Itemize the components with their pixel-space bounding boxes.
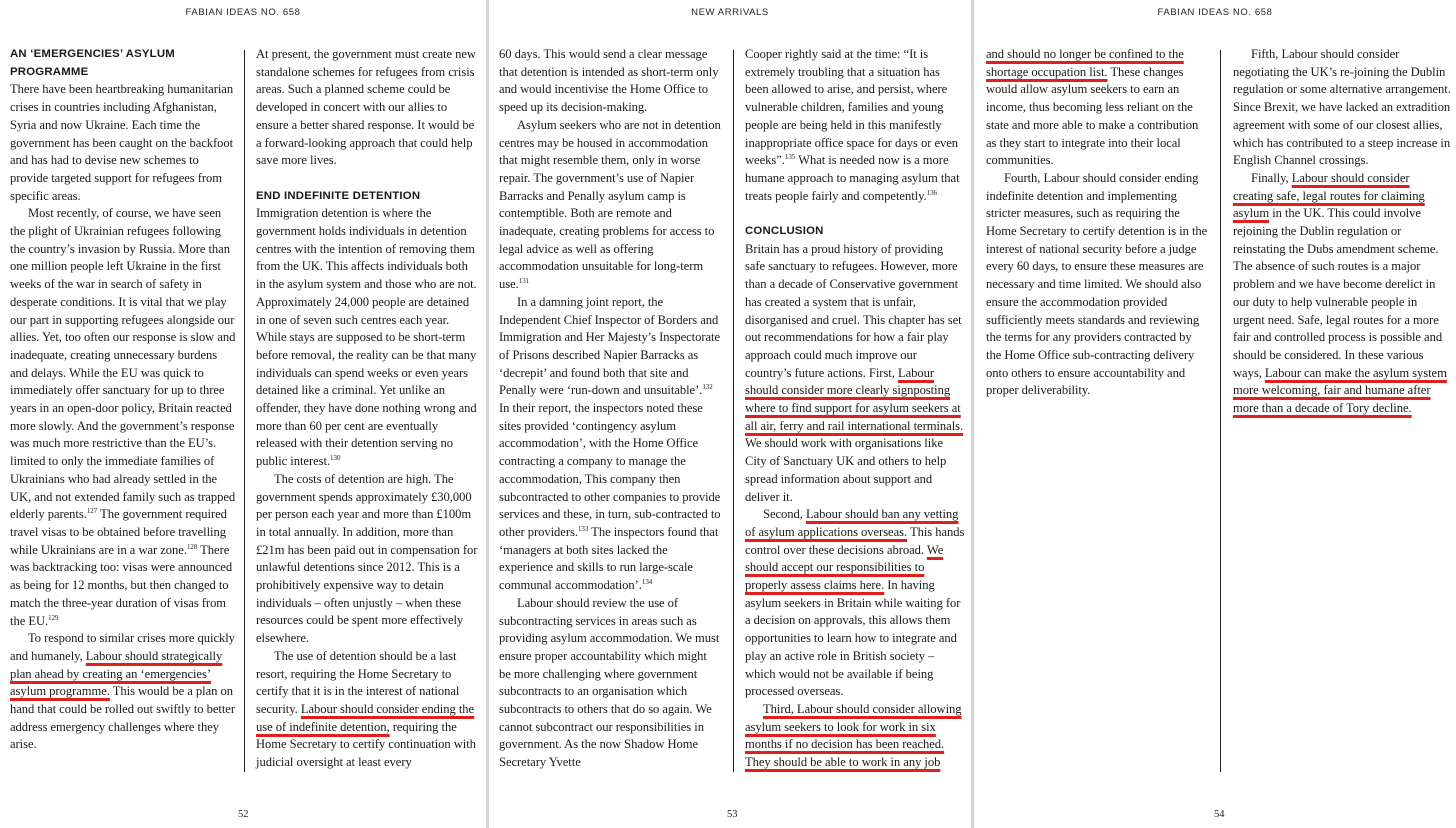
page-number: 53 [727, 809, 738, 820]
paragraph: Cooper rightly said at the time: “It is extremely troubling that a situation has been allowed to arise, and persist, where vulnerable children, families and young people are being held in this manifestly inappropriate office space for days or even weeks”.$^{135}$ What is needed now is a more humane approach to managing asylum that treats people fairly and competently.$^{136}$ [745, 47, 960, 203]
highlighted-recommendation: and should no longer be confined to the shortage occupation list. [986, 47, 1184, 79]
highlighted-recommendation: Labour should consider ending the use of indefinite detention, [256, 702, 475, 734]
paragraph: The use of detention should be a last resort, requiring the Home Secretary to certify that it is in the interest of national security. Labour should consider ending the use of indefinite detention, requiring the Home Secretary to certify continuation with judicial oversight at least every [256, 648, 476, 770]
highlighted-recommendation: Labour should ban any vetting of asylum applications overseas. [745, 507, 959, 539]
paragraph: To respond to similar crises more quickly and humanely, Labour should strategically plan ahead by creating an ‘emergencies’ asylum programme. This would be a plan on hand that could be rolled out swiftly to better address emergency challenges where they arise. [10, 631, 235, 752]
footnote-ref[interactable]: 127 [86, 507, 98, 516]
section-heading: AN ‘EMERGENCIES’ ASYLUM PROGRAMME [10, 48, 175, 78]
footnote-ref[interactable]: 135 [784, 153, 796, 162]
column-right [1233, 46, 1451, 418]
footnote-ref[interactable]: 131 [518, 277, 530, 286]
running-header: FABIAN IDEAS NO. 658 [185, 7, 301, 18]
column-divider [244, 50, 245, 772]
paragraph [745, 701, 965, 772]
paragraph: Fifth, Labour should consider negotiating the UK’s re-joining the Dublin regulation or some alternative arrangement. Since Brexit, we have lacked an extradition agreement with some of our closest allies, which has contributed to a steep increase in English Channel crossings. [1233, 47, 1451, 168]
page-54 [974, 0, 1456, 828]
paragraph: Immigration detention is where the government holds individuals in detention centres with the intention of removing them from the UK. This affects individuals both in the asylum system and those who are not. Approximately 24,000 people are detained in one of seven such centres each year. While stays are supposed to be short-term before removal, the reality can be that many individuals can spend weeks or even years detained like a criminal. Yet unlike an offender, they have done nothing wrong and more than 60 per cent are eventually released with their detention serving no public interest.$^{130}$ [256, 206, 477, 469]
highlighted-recommendation: Labour should strategically plan ahead by creating an ‘emergencies’ asylum programme. [10, 648, 223, 699]
highlighted-recommendation: Labour should consider more clearly signposting where to find support for asylum seekers at all air, ferry and rail international terminals. [745, 365, 964, 433]
section-heading: CONCLUSION [745, 225, 824, 238]
paragraph: Britain has a proud history of providing safe sanctuary to refugees. However, more than a decade of Conservative government has created a system that is unfair, disorganised and cruel. This chapter has set out recommendations for how a fair play approach could much improve our country’s future actions. First, Labour should consider more clearly signposting where to find support for asylum seekers at all air, ferry and rail international terminals. We should work with organisations like City of Sanctuary UK and others to help spread information about support and deliver it. [745, 241, 964, 504]
paragraph: There have been heartbreaking humanitarian crises in countries including Afghanistan, Syria and now Ukraine. Each time the government has been caught on the backfoot and has had to devise new schemes to provide targeted support for refugees from specific areas. [10, 82, 234, 203]
column-left [499, 46, 721, 772]
paragraph: The costs of detention are high. The government spends approximately £30,000 per person each year and more than £100m in total annually. In addition, more than £21m has been paid out in compensation for unlawful detentions since 2012. This is a prohibitively expensive way to detain individuals – often unjustly – when these resources could be spent more effectively elsewhere. [256, 471, 478, 646]
page-52 [0, 0, 486, 828]
paragraph: Finally, Labour should consider creating safe, legal routes for claiming asylum in the UK. This could involve rejoining the Dublin regulation or reinstating the Dubs amendment scheme. The absence of such routes is a major problem and we have become derelict in our duty to help vulnerable people in urgent need. Safe, legal routes for a more fair and controlled process is possible and should be considered. In these various ways, Labour can make the asylum system more welcoming, fair and humane after more than a decade of Tory decline. [1233, 170, 1447, 416]
running-header: NEW ARRIVALS [691, 7, 769, 18]
paragraph: Labour should review the use of subcontracting services in areas such as providing asylum accommodation. We must ensure proper accountability which might be more challenging where government subcontracts to an organisation which subcontracts to others that do so again. We cannot subcontract our responsibilities in government. As the now Shadow Home Secretary Yvette [499, 595, 720, 770]
page-number: 52 [238, 809, 249, 820]
paragraph: and should no longer be confined to the shortage occupation list. These changes would allow asylum seekers to earn an income, thus becoming less reliant on the state and more able to make a contribution as they start to integrate into their local communities. [986, 47, 1199, 168]
paragraph: Asylum seekers who are not in detention centres may be housed in accommodation that might resemble them, only in worse repair. The government’s use of Napier Barracks and Penally asylum camp is contemptible. Both are remote and inadequate, creating problems for access to legal advice as well as offering accommodation unsuitable for long-term use.$^{131}$ [499, 117, 721, 292]
page-number: 54 [1214, 809, 1225, 820]
page-53 [489, 0, 971, 828]
paragraph: Second, Labour should ban any vetting of asylum applications overseas. This hands control over these decisions abroad. We should accept our responsibilities to properly assess claims here. In having asylum seekers in Britain while waiting for a decision on approvals, this allows them opportunities to learn how to integrate and play an active role in British society – which would not be available if being processed overseas. [745, 507, 965, 699]
footnote-ref[interactable]: 134 [641, 578, 653, 587]
column-right [745, 46, 965, 772]
column-left [986, 46, 1208, 400]
footnote-ref[interactable]: 132 [702, 383, 713, 392]
column-divider [733, 50, 734, 772]
highlighted-recommendation: We should accept our responsibilities to properly assess claims here. [745, 542, 944, 593]
column-divider [1220, 50, 1221, 772]
highlighted-recommendation: Labour can make the asylum system more welcoming, fair and humane after more than a decade of Tory decline. [1233, 365, 1447, 416]
paragraph: Fourth, Labour should consider ending indefinite detention and implementing stricter measures, such as requiring the Home Secretary to certify detention is in the interest of national security before a judge every 60 days, to ensure these measures are necessary and time limited. We should also ensure the accommodation provided sufficiently meets standards and reviewing the terms for any providers contracted by the Home Office sub-contracting delivery onto others to ensure accountability and proper deliverability. [986, 170, 1208, 398]
footnote-ref[interactable]: 136 [926, 188, 937, 197]
paragraph: At present, the government must create new standalone schemes for refugees from crisis areas. Such a planned scheme could be developed in concert with our allies to ensure a better shared response. It would be a forward-looking approach that could help save more lives. [256, 47, 476, 168]
paragraph: Most recently, of course, we have seen the plight of Ukrainian refugees following the country’s invasion by Russia. More than one million people left Ukraine in the first weeks of the war in search of safety in desperate conditions. It is vital that we play our part in supporting refugees alongside our allies. Yet, too often our response is slow and inadequate, creating unnecessary burdens and delays. While the EU was quick to immediately offer sanctuary for up to three years in an open-door policy, Britain reacted more slowly. And the government’s response was much more restrictive than the EU’s. limited to only the immediate families of Ukrainians who had already settled in the UK, and not extended family such as trapped elderly parents.$^{127}$ The government required travel visas to be obtained before travelling while Ukrainians are in a war zone.$^{128}$ There was backtracking too: visas were announced as being for 12 months, but then changed to match the three-year duration of visas from the EU.$^{129}$ [10, 206, 236, 628]
footnote-ref[interactable]: 129 [48, 613, 59, 622]
highlighted-recommendation: Labour should consider creating safe, legal routes for claiming asylum [1233, 170, 1425, 221]
footnote-ref[interactable]: 133 [577, 524, 589, 533]
section-heading: END INDEFINITE DETENTION [256, 189, 421, 202]
column-right [256, 46, 478, 772]
running-header: FABIAN IDEAS NO. 658 [1157, 7, 1273, 18]
column-left [10, 46, 238, 754]
footnote-ref[interactable]: 130 [330, 454, 341, 463]
highlighted-recommendation: Third, Labour should consider allowing asylum seekers to look for work in six months if no decision has been reached. They should be able to work in any job [745, 702, 962, 770]
paragraph: In a damning joint report, the Independent Chief Inspector of Borders and Immigration and Her Majesty’s Inspectorate of Prisons described Napier Barracks as ‘decrepit’ and found both that site and Penally were ‘run-down and unsuitable’.$^{132}$ In their report, the inspectors noted these sites provided ‘contingency asylum accommodation’, with the Home Office contracting a company to manage the accommodation, This company then subcontracted to other companies to provide services and these, in turn, sub-contracted to other providers.$^{133}$ The inspectors found that ‘managers at both sites lacked the experience and skills to run large-scale communal accommodation’.$^{134}$ [499, 294, 721, 593]
footnote-ref[interactable]: 128 [186, 542, 198, 551]
paragraph: 60 days. This would send a clear message that detention is intended as short-term only and would incentivise the Home Office to speed up its decision-making. [499, 47, 719, 115]
